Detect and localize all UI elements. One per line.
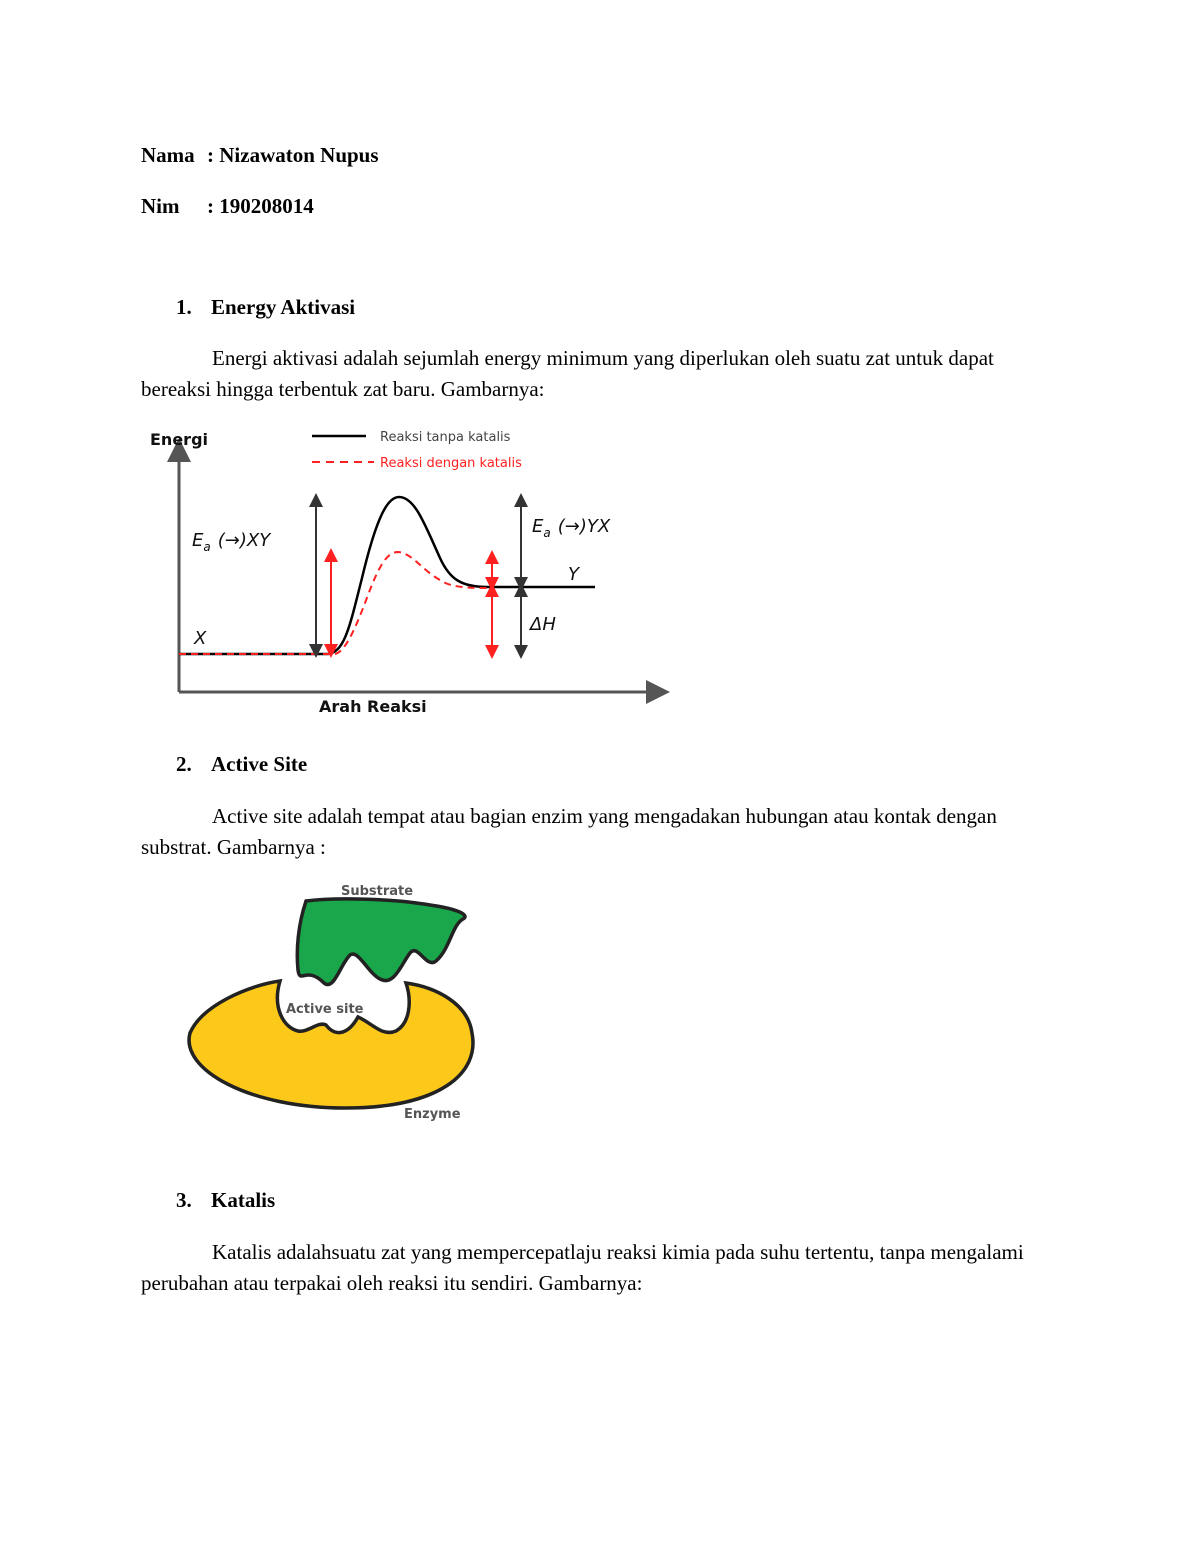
section-paragraph-katalis: [141, 1237, 1041, 1299]
activation-energy-diagram: [140, 420, 680, 720]
paragraph-text: Katalis adalahsuatu zat yang mempercepatlaju reaksi kimia pada suhu tertentu, tanpa mengalami perubahan atau terpakai oleh reaksi itu sendiri. Gambarnya:: [141, 1240, 1024, 1295]
section-paragraph-energy-aktivasi: [141, 343, 1041, 405]
legend-dashed-label: Reaksi dengan katalis: [380, 456, 522, 471]
nim-value: : 190208014: [207, 194, 314, 218]
enzyme-label: Enzyme: [404, 1107, 461, 1122]
nim-row: [141, 194, 314, 219]
active-site-label: Active site: [286, 1002, 364, 1017]
delta-h-label: ΔH: [530, 614, 556, 635]
section-title: Energy Aktivasi: [211, 295, 356, 319]
section-heading-katalis: [176, 1188, 275, 1213]
paragraph-text: Energi aktivasi adalah sejumlah energy minimum yang diperlukan oleh suatu zat untuk dapat bereaksi hingga terbentuk zat baru. Gambarnya:: [141, 346, 994, 401]
section-paragraph-active-site: [141, 801, 1041, 863]
nim-label: Nim: [141, 194, 180, 218]
x-axis-label: Arah Reaksi: [319, 697, 427, 716]
name-row: [141, 143, 379, 168]
y-axis-label: Energi: [150, 430, 208, 449]
section-number: 1.: [176, 295, 192, 319]
section-number: 2.: [176, 752, 192, 776]
ea-forward-label: $E_a$ (→)XY: [192, 530, 271, 554]
active-site-diagram: [180, 875, 500, 1125]
name-label: Nama: [141, 143, 195, 167]
paragraph-text: Active site adalah tempat atau bagian enzim yang mengadakan hubungan atau kontak dengan substrat. Gambarnya :: [141, 804, 997, 859]
section-title: Active Site: [211, 752, 308, 776]
reactant-x-label: X: [194, 628, 207, 649]
enzyme-shape: [189, 981, 473, 1108]
section-number: 3.: [176, 1188, 192, 1212]
catalyzed-curve: [179, 552, 488, 654]
section-heading-energy-aktivasi: [176, 295, 355, 320]
product-y-label: Y: [568, 564, 579, 585]
legend-solid-label: Reaksi tanpa katalis: [380, 430, 511, 445]
substrate-shape: [297, 899, 465, 985]
section-title: Katalis: [211, 1188, 276, 1212]
name-value: : Nizawaton Nupus: [207, 143, 379, 167]
substrate-label: Substrate: [341, 884, 414, 899]
ea-reverse-label: $E_a$ (→)YX: [532, 516, 611, 540]
section-heading-active-site: [176, 752, 307, 777]
